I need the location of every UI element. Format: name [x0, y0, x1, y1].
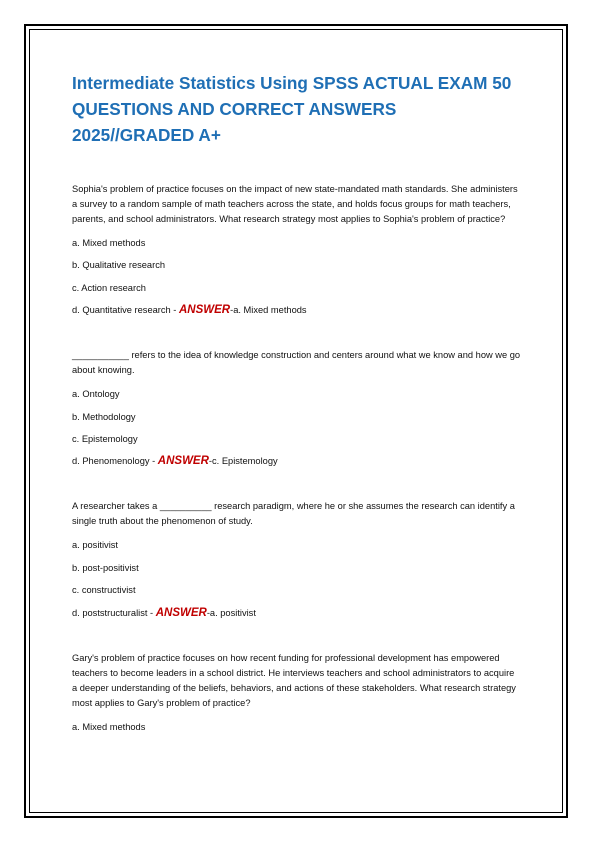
answer-label: ANSWER: [155, 606, 207, 619]
answer-option: a. Ontology: [72, 389, 120, 400]
question-item: [72, 182, 522, 317]
correct-answer: -a. positivist: [206, 607, 256, 618]
answer-option: b. Qualitative research: [72, 260, 166, 271]
answer-option: c. Action research: [72, 282, 146, 293]
correct-answer: -c. Epistemology: [208, 456, 278, 467]
question-item: [72, 348, 522, 468]
question-text: A researcher takes a __________ research paradigm, where he or she assumes the research can identify a single truth about the phenomenon of study.: [72, 501, 515, 527]
question-item: [72, 499, 522, 619]
correct-answer: -a. Mixed methods: [230, 305, 307, 316]
question-text: ___________ refers to the idea of knowledge construction and centers around what we know and how we go about knowing.: [72, 350, 521, 376]
answer-option-text: d. Phenomenology -: [72, 456, 158, 467]
answer-option: b. Methodology: [72, 411, 136, 422]
answer-option-with-key: [72, 454, 522, 468]
question-item: [72, 651, 522, 734]
answer-option: a. positivist: [72, 540, 118, 551]
document-body: [72, 70, 522, 765]
answer-option-with-key: [72, 606, 522, 620]
document-title: Intermediate Statistics Using SPSS ACTUAL EXAM 50 QUESTIONS AND CORRECT ANSWERS 2025//GRADED A+: [72, 73, 512, 145]
answer-option: b. post-positivist: [72, 562, 139, 573]
answer-option-with-key: [72, 303, 522, 317]
answer-option: c. constructivist: [72, 585, 136, 596]
answer-option-text: d. poststructuralist -: [72, 607, 156, 618]
question-text: Gary's problem of practice focuses on how recent funding for professional development has empowered teachers to become leaders in a school district. He interviews teachers and school administrators to acquire a deeper understanding of the beliefs, behaviors, and actions of these stakeholders. What research strategy most applies to Gary's problem of practice?: [72, 652, 516, 708]
answer-label: ANSWER: [157, 455, 209, 468]
question-list: [72, 182, 522, 734]
answer-option: a. Mixed methods: [72, 721, 146, 732]
answer-label: ANSWER: [178, 304, 231, 317]
question-text: Sophia's problem of practice focuses on the impact of new state-mandated math standards. She administers a survey to a random sample of math teachers across the state, and holds focus groups for math teachers, parents, and school administrators. What research strategy most applies to Sophia's problem of practice?: [72, 184, 518, 224]
answer-option-text: d. Quantitative research -: [72, 305, 179, 316]
answer-option: c. Epistemology: [72, 433, 138, 444]
answer-option: a. Mixed methods: [72, 238, 146, 248]
